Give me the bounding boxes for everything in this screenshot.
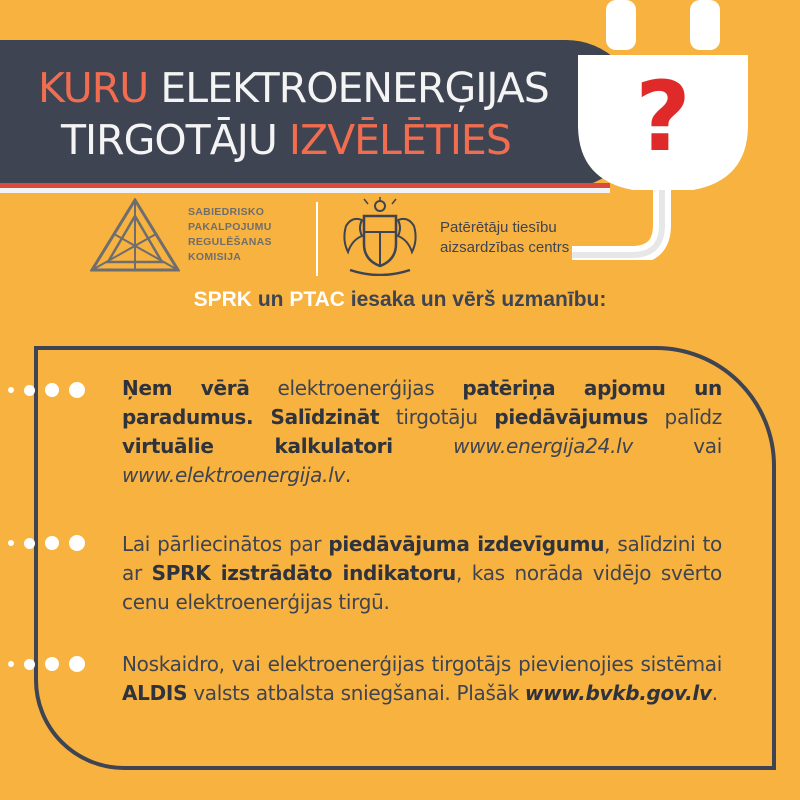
item2-bold-2: SPRK izstrādāto indikatoru <box>151 561 456 585</box>
subtitle-and: un <box>251 288 290 311</box>
dot <box>24 385 35 396</box>
sprk-name <box>188 205 272 265</box>
plug-question-icon <box>570 0 790 260</box>
page-title <box>38 62 598 166</box>
item3-text-3: . <box>711 681 718 705</box>
item1-bold-2: patēriņa apjomu un paradumus. Salīdzināt <box>122 376 722 429</box>
banner-accent-stripe <box>0 183 610 193</box>
title-accent-2: IZVĒLĒTIES <box>288 116 511 164</box>
item1-text-2: tirgotāju <box>379 405 495 429</box>
item2-bold-1: piedāvājuma izdevīgumu <box>328 532 605 556</box>
ptac-line2: aizsardzības centrs <box>440 239 570 256</box>
item3-text-1: Noskaidro, vai elektroenerģijas tirgotājs pievienojies sistēmai <box>122 652 722 676</box>
title-accent-1: KURU <box>38 64 149 112</box>
ptac-name <box>440 218 569 258</box>
dot <box>8 661 14 667</box>
link-elektroenergija[interactable]: www.elektroenergija.lv <box>122 463 345 487</box>
item1-text-6: . <box>344 463 351 487</box>
subtitle-sprk: SPRK <box>193 288 252 311</box>
title-line1: ELEKTROENERĢIJAS <box>148 64 549 112</box>
subtitle <box>0 288 800 312</box>
item1-text-3: palīdz <box>647 405 723 429</box>
bullet-dots-1 <box>8 382 85 398</box>
title-line2-wrap <box>38 114 598 166</box>
dot <box>8 540 14 546</box>
item3-text-2: valsts atbalsta sniegšanai. Plašāk <box>187 681 525 705</box>
item2-text-1: Lai pārliecinātos par <box>122 532 329 556</box>
dot <box>69 656 85 672</box>
coat-of-arms-icon <box>338 196 422 276</box>
link-energija24[interactable]: www.energija24.lv <box>453 434 633 458</box>
item2-text-3: , kas norāda vidējo svērto cenu elektroenerģijas tirgū. <box>122 561 722 614</box>
subtitle-ptac: PTAC <box>289 288 345 311</box>
logo-divider <box>316 202 318 276</box>
bullet-dots-3 <box>8 656 85 672</box>
svg-text:?: ? <box>635 61 691 173</box>
list-item <box>122 374 722 490</box>
subtitle-rest: iesaka un vērš uzmanību: <box>344 288 607 311</box>
dot <box>69 382 85 398</box>
dot <box>45 383 59 397</box>
dot <box>69 535 85 551</box>
sprk-logo-icon <box>90 198 180 272</box>
item1-bold-1: Ņem vērā <box>122 376 250 400</box>
item1-text-5: vai <box>632 434 722 458</box>
sprk-line3: REGULĒŠANAS <box>188 236 272 248</box>
ptac-line1: Patērētāju tiesību <box>440 219 557 236</box>
item2-text-2: , salīdzini to ar <box>122 532 722 585</box>
item1-text-4 <box>393 434 453 458</box>
bullet-dots-2 <box>8 535 85 551</box>
title-line2: TIRGOTĀJU <box>61 116 289 164</box>
dot <box>24 659 35 670</box>
sprk-line4: KOMISIJA <box>188 251 242 263</box>
list-item <box>122 530 722 617</box>
item1-bold-4: virtuālie kalkulatori <box>122 434 393 458</box>
item3-bold-1: ALDIS <box>122 681 188 705</box>
item1-bold-3: piedāvājumus <box>494 405 648 429</box>
list-item <box>122 650 722 708</box>
sprk-line2: PAKALPOJUMU <box>188 221 272 233</box>
dot <box>24 538 35 549</box>
dot <box>8 387 14 393</box>
sprk-line1: SABIEDRISKO <box>188 206 265 218</box>
item1-text-1: elektroenerģijas <box>249 376 463 400</box>
link-bvkb[interactable]: www.bvkb.gov.lv <box>524 681 712 705</box>
dot <box>45 536 59 550</box>
dot <box>45 657 59 671</box>
